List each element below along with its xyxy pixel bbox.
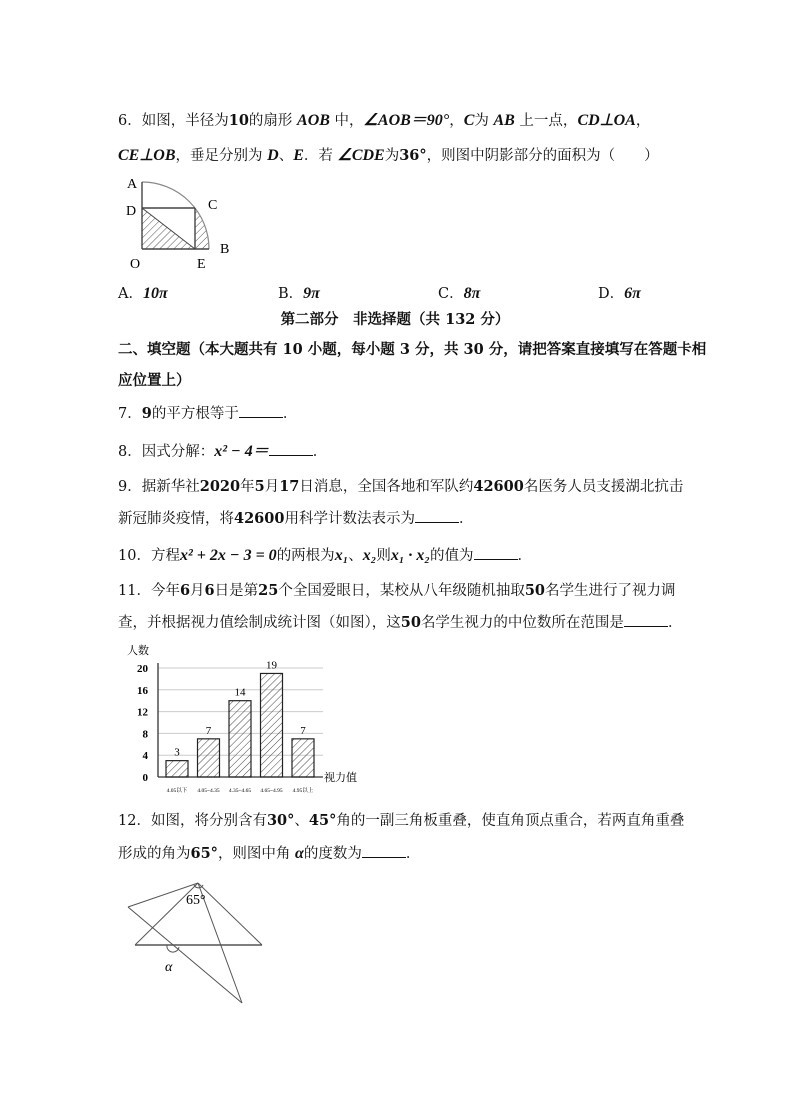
text-segment: 50	[524, 582, 546, 599]
x-tick-label: 4.05~4.35	[197, 788, 220, 794]
answer-blank[interactable]	[239, 403, 283, 418]
text-segment: 、	[278, 148, 294, 164]
text-segment: 月	[264, 479, 280, 495]
text-segment: 45°	[308, 812, 337, 829]
text-segment: 6．如图，半径为	[118, 113, 229, 129]
text-segment: 11．今年	[118, 583, 180, 599]
text-segment: 的度数为	[303, 846, 362, 862]
text-segment: ．	[517, 548, 532, 564]
y-tick-label: 12	[137, 706, 148, 719]
text-segment: 的两根为	[276, 548, 335, 564]
bar-value-label: 14	[234, 686, 246, 699]
bar	[166, 761, 188, 777]
text-segment: 月	[190, 583, 205, 599]
y-tick-label: 8	[142, 728, 148, 741]
text-segment: 30°	[266, 812, 295, 829]
x-axis-label: 视力值	[324, 772, 357, 784]
y-tick-label: 16	[137, 684, 148, 697]
option-value: 10π	[142, 285, 168, 302]
section-header-line-2: 应位置上）	[118, 372, 191, 389]
answer-blank[interactable]	[269, 441, 313, 456]
bar-value-label: 19	[266, 659, 277, 672]
text-segment: 日消息，全国各地和军队约	[299, 479, 474, 495]
text-segment: 的平方根等于	[151, 406, 239, 422]
text-segment: 中，	[329, 113, 364, 129]
bar	[292, 739, 314, 777]
text-segment: 角的一副三角板重叠，使直角顶点重合，若两直角重叠	[336, 813, 685, 829]
y-tick-label: 4	[142, 750, 148, 763]
text-segment: 5	[254, 478, 265, 495]
math-expression: x² + 2x − 3 = 0	[179, 547, 277, 564]
x-tick-label: 4.05以下	[166, 788, 188, 794]
math-expression: ∠AOB＝90°	[363, 112, 450, 129]
question-9-line-2	[118, 508, 473, 529]
x-tick-label: 4.95以上	[292, 788, 314, 794]
question-11-line-2	[118, 612, 682, 633]
text-segment: 查，并根据视力值绘制成统计图（如图），这	[118, 615, 401, 631]
section-title: 第二部分 非选择题（共 132 分）	[280, 311, 510, 328]
angle-65-label: 65°	[186, 893, 206, 908]
text-segment: ，则图中角	[217, 846, 296, 862]
option-value: 6π	[624, 285, 641, 302]
option-b[interactable]	[278, 282, 320, 303]
text-segment: 6	[204, 582, 215, 599]
label-b: B	[220, 242, 230, 257]
bar	[229, 701, 251, 777]
text-segment: 12．如图，将分别含有	[118, 813, 267, 829]
math-expression: x₁ · x₂	[390, 547, 430, 564]
alpha-label: α	[165, 960, 173, 975]
text-segment: 上一点，	[514, 113, 578, 129]
label-e: E	[197, 257, 206, 272]
math-expression: E	[293, 147, 304, 164]
answer-blank[interactable]	[362, 843, 406, 858]
math-expression: α	[295, 845, 304, 862]
text-segment: 年	[240, 479, 255, 495]
answer-blank[interactable]	[474, 545, 518, 560]
option-letter: A．	[118, 286, 143, 302]
text-segment: 36°	[399, 147, 427, 164]
text-segment: 个全国爱眼日，某校从八年级随机抽取	[278, 583, 525, 599]
option-value: 9π	[303, 285, 320, 302]
text-segment: 形成的角为	[118, 846, 191, 862]
option-value: 8π	[463, 285, 481, 302]
text-segment: 为	[474, 113, 494, 129]
option-letter: D．	[598, 286, 625, 302]
y-axis-label: 人数	[127, 645, 149, 657]
text-segment: 7．	[118, 406, 142, 422]
question-11-line-1	[118, 581, 676, 601]
text-segment: 65°	[190, 845, 218, 862]
text-segment: 42600	[234, 510, 285, 527]
label-a: A	[127, 177, 138, 192]
question-6-line-2	[118, 146, 659, 166]
label-c: C	[208, 198, 218, 213]
option-letter: C．	[438, 286, 464, 302]
text-segment: 50	[400, 614, 421, 631]
bar	[261, 673, 283, 777]
text-segment: 用科学计数法表示为	[284, 511, 415, 527]
text-segment: 25	[258, 582, 279, 599]
text-segment: 17	[279, 478, 300, 495]
question-10	[118, 545, 532, 566]
text-segment: 新冠肺炎疫情，将	[118, 511, 234, 527]
x-tick-label: 4.35~4.65	[228, 788, 252, 794]
math-expression: AB	[493, 112, 515, 129]
x-tick-label: 4.65~4.95	[260, 788, 283, 794]
bar-value-label: 3	[174, 746, 180, 759]
math-expression: x² − 4＝	[214, 443, 269, 460]
text-segment: ．	[667, 615, 683, 631]
text-segment: 42600	[473, 478, 524, 495]
math-expression: x₂	[362, 547, 377, 564]
question-7	[118, 403, 297, 424]
text-segment: ，垂足分别为	[175, 148, 268, 164]
option-c[interactable]	[438, 282, 480, 303]
answer-blank[interactable]	[624, 612, 668, 627]
y-tick-label: 20	[137, 663, 148, 675]
math-expression: CD⊥OA	[577, 112, 636, 129]
text-segment: ．	[312, 444, 328, 460]
question-8	[118, 441, 327, 462]
bar	[198, 739, 220, 777]
text-segment: 10	[228, 112, 249, 129]
math-expression: CE⊥OB	[118, 147, 176, 164]
text-segment: 则	[376, 548, 391, 564]
text-segment: 为	[384, 148, 400, 164]
text-segment: 9．据新华社	[118, 479, 200, 495]
sector-figure	[118, 170, 238, 275]
text-segment: ，	[449, 113, 464, 129]
text-segment: 6	[179, 582, 191, 599]
question-6-line-1	[118, 111, 650, 131]
triangle-figure	[110, 860, 310, 1020]
math-expression: D	[267, 147, 279, 164]
text-segment: 日是第	[214, 583, 259, 599]
bar-value-label: 7	[300, 724, 306, 737]
text-segment: 名学生进行了视力调	[545, 583, 676, 599]
math-expression: x₁	[334, 547, 349, 564]
text-segment: 8．因式分解：	[118, 444, 215, 460]
text-segment: ．	[405, 846, 421, 862]
section-header-line-1: 二、填空题（本大题共有 10 小题，每小题 3 分，共 30 分，请把答案直接填写在答题卡相	[118, 341, 707, 358]
text-segment: ．	[282, 406, 298, 422]
text-segment: 名学生视力的中位数所在范围是	[420, 615, 624, 631]
text-segment: 、	[348, 548, 363, 564]
option-d[interactable]	[598, 282, 641, 303]
bar-value-label: 7	[205, 724, 212, 737]
text-segment: ．	[458, 511, 474, 527]
text-segment: ，	[635, 113, 651, 129]
y-tick-label: 0	[142, 772, 148, 784]
text-segment: ．若	[303, 148, 338, 164]
math-expression: ∠CDE	[337, 147, 385, 164]
label-d: D	[126, 204, 137, 219]
option-a[interactable]	[118, 282, 168, 303]
text-segment: 、	[294, 813, 309, 829]
text-segment: 2020	[199, 478, 241, 495]
text-segment: 的扇形	[248, 113, 298, 129]
text-segment: 的值为	[430, 548, 474, 564]
vision-bar-chart	[110, 640, 370, 800]
text-segment: 名医务人员支援湖北抗击	[523, 479, 684, 495]
label-o: O	[130, 257, 141, 272]
question-12-line-1	[118, 811, 684, 831]
math-expression: AOB	[297, 112, 330, 129]
text-segment: 9	[141, 405, 152, 422]
option-letter: B．	[278, 286, 304, 302]
text-segment: ，则图中阴影部分的面积为（ ）	[426, 148, 659, 164]
math-expression: C	[463, 112, 475, 129]
text-segment: 10．方程	[118, 548, 180, 564]
question-9-line-1	[118, 477, 683, 497]
answer-blank[interactable]	[415, 508, 459, 523]
